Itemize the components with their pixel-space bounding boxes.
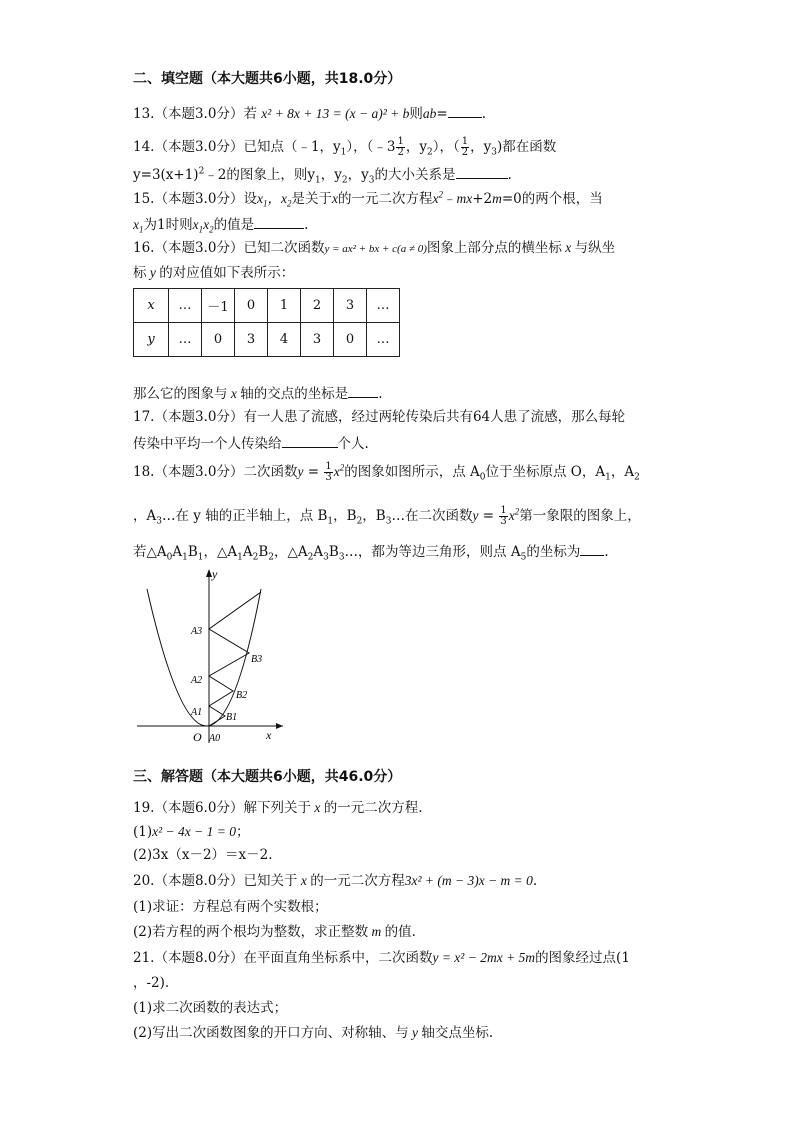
q16-text-f: 那么它的图象与 bbox=[133, 386, 228, 402]
y-axis-label: y bbox=[212, 567, 218, 581]
q16-text-d: 标 bbox=[133, 265, 147, 281]
q14-text-f: )都在函数 bbox=[496, 139, 557, 155]
q14-text-e: ，y bbox=[470, 139, 492, 155]
table-cell: 4 bbox=[268, 323, 301, 357]
label-b2: B2 bbox=[236, 690, 248, 701]
label-a3: A3 bbox=[191, 626, 203, 637]
q16-end: . bbox=[378, 386, 383, 402]
q18-text-a: 18.（本题3.0分）二次函数 bbox=[133, 464, 298, 480]
question-20-part-1: (1)求证：方程总有两个实数根； bbox=[133, 899, 328, 915]
question-13 bbox=[133, 103, 486, 123]
q15-text-f: =0的两个根，当 bbox=[501, 191, 603, 207]
q17-answer-blank bbox=[282, 433, 338, 448]
q14-answer-blank bbox=[456, 164, 508, 179]
q19-part1-end: ； bbox=[236, 824, 250, 840]
q21-text-b: 的图象经过点(1 bbox=[535, 950, 630, 966]
q14-text-i: ，y bbox=[320, 167, 342, 183]
q18-answer-blank bbox=[580, 541, 604, 556]
q13-answer-blank bbox=[448, 103, 482, 118]
q18-text-k: 若△A bbox=[133, 544, 167, 560]
q20-part2-a: (2)若方程的两个根均为整数，求正整数 bbox=[133, 924, 369, 940]
table-cell: 3 bbox=[235, 323, 268, 357]
q18-text-e: ，A bbox=[133, 508, 157, 524]
question-19-part-1 bbox=[133, 823, 250, 841]
q14-text-k: 的大小关系是 bbox=[374, 167, 456, 183]
table-cell: … bbox=[367, 323, 400, 357]
q20-end: . bbox=[532, 873, 538, 889]
table-cell: 3 bbox=[334, 289, 367, 323]
q20-part2-b: 的值. bbox=[384, 924, 416, 940]
table-row-x bbox=[134, 289, 400, 323]
q16-text-a: 16.（本题3.0分）已知二次函数 bbox=[133, 240, 325, 256]
question-21-part-1: (1)求二次函数的表达式； bbox=[133, 1000, 288, 1016]
table-cell: … bbox=[169, 289, 202, 323]
q21-part2-b: 轴交点坐标. bbox=[421, 1025, 494, 1041]
q18-text-j: 第一象限的图象上， bbox=[519, 508, 641, 524]
q13-expression: x² + 8x + 13 = (x − a)² + b bbox=[261, 106, 410, 121]
question-14-line-2: $y=3(x+1)^2﹣2$的图象上，则$y_1$，$y_2$，$y_3$的大小关系是 . bbox=[133, 164, 512, 184]
label-a2: A2 bbox=[191, 675, 203, 686]
question-15-line-2: $x_1$为1时则$x_1x_2$的值是 . bbox=[133, 214, 308, 234]
question-18-line-3: 若$\triangle A_0A_1B_1$，$\triangle A_1A_2B_2$，$\triangle A_2A_3B_3\dots$，都为等边三角形，则点 $A_5$的坐标为 . bbox=[133, 541, 609, 561]
question-17-line-2 bbox=[133, 433, 369, 453]
q14-fraction-2 bbox=[461, 137, 469, 158]
q14-text-b: ），（﹣3 bbox=[346, 139, 396, 155]
question-18-line-1: 18.（本题3.0分）二次函数y = $\frac{1}{3}$ $x^2$的图象如图所示，点 $A_0$位于坐标原点 O，$A_1$，$A_2$ bbox=[133, 461, 640, 483]
question-21-part-2: (2)写出二次函数图象的开口方向、对称轴、与 y 轴交点坐标. bbox=[133, 1025, 494, 1041]
q21-text-a: 21.（本题8.0分）在平面直角坐标系中，二次函数 bbox=[133, 950, 433, 966]
label-b3: B3 bbox=[251, 654, 263, 665]
question-18-line-2: ，$A_3\dots$在 y 轴的正半轴上，点 $B_1$，$B_2$，$B_3\dots$在二次函数y = $\frac{1}{3}$ $x^2$第一象限的图象上， bbox=[133, 505, 641, 527]
q13-ask: ab bbox=[422, 106, 437, 121]
label-a0: A0 bbox=[209, 733, 221, 744]
q17-text-a: 传染中平均一个人传染给 bbox=[133, 436, 282, 452]
q18-text-h: ，B bbox=[362, 508, 386, 524]
q16-expression: y = ax² + bx + c(a ≠ 0) bbox=[324, 243, 427, 255]
q16-text-b: 图象上部分点的横坐标 bbox=[426, 240, 562, 256]
q21-expression: y = x² − 2mx + 5m bbox=[432, 950, 536, 965]
q13-end: . bbox=[481, 106, 486, 122]
parabola-curve bbox=[147, 589, 261, 726]
q13-equals: = bbox=[436, 106, 448, 122]
q16-text-g: 轴的交点的坐标是 bbox=[240, 386, 349, 402]
question-17-line-1: 17.（本题3.0分）有一人患了流感，经过两轮传染后共有64人患了流感，那么每轮 bbox=[133, 409, 626, 425]
q18-text-b: 的图象如图所示，点 A bbox=[344, 464, 480, 480]
q18-text-o: 的坐标为 bbox=[526, 544, 581, 560]
q15-text-e: +2 bbox=[472, 191, 493, 207]
q15-text-d: ﹣ bbox=[442, 191, 457, 207]
section-title-answer: 三、解答题（本大题共6小题，共46.0分） bbox=[133, 769, 402, 785]
table-cell: 0 bbox=[235, 289, 268, 323]
table-cell: … bbox=[169, 323, 202, 357]
question-20-part-2: (2)若方程的两个根均为整数，求正整数 m 的值. bbox=[133, 924, 416, 940]
question-16-line-1: 16.（本题3.0分）已知二次函数y = ax² + bx + c(a ≠ 0)图象上部分点的横坐标 x 与纵坐 bbox=[133, 240, 616, 256]
q19-part1-expr: x² − 4x − 1 = 0 bbox=[152, 824, 236, 839]
q18-text-m: ，△A bbox=[274, 544, 308, 560]
q20-text-a: 20.（本题8.0分）已知关于 bbox=[133, 873, 298, 889]
question-19-line-1: 19.（本题6.0分）解下列关于 x 的一元二次方程. bbox=[133, 800, 423, 816]
q19-text-a: 19.（本题6.0分）解下列关于 bbox=[133, 800, 311, 816]
table-cell: 3 bbox=[301, 323, 334, 357]
q15-text-h: 的值是 bbox=[213, 217, 255, 233]
q14-frac2-num: 1 bbox=[461, 136, 469, 147]
q18-text-i: …在二次函数 bbox=[391, 508, 473, 524]
q13-then: 则 bbox=[409, 106, 423, 122]
table-cell: －1 bbox=[202, 289, 235, 323]
q14-text-a: 14.（本题3.0分）已知点（﹣1，y bbox=[133, 139, 341, 155]
q15-end: . bbox=[304, 217, 309, 233]
q20-expression: 3x² + (m − 3)x − m = 0 bbox=[404, 873, 533, 888]
q14-frac1-den: 2 bbox=[397, 147, 404, 158]
table-cell: x bbox=[134, 289, 169, 323]
q18-text-g: ，B bbox=[333, 508, 357, 524]
question-20-line-1: 20.（本题8.0分）已知关于 x 的一元二次方程3x² + (m − 3)x − m = 0. bbox=[133, 873, 538, 889]
x-axis-arrow bbox=[276, 723, 283, 729]
q18-end: . bbox=[604, 544, 609, 560]
q16-text-c: 与纵坐 bbox=[574, 240, 616, 256]
question-14-line-1: 14.（本题3.0分）已知点（﹣1，$y_1$），（﹣3 $\frac{1}{2}$ ，$y_2$），（ $\frac{1}{2}$ ，$y_3$)都在函数 bbox=[133, 136, 557, 158]
q20-text-b: 的一元二次方程 bbox=[310, 873, 405, 889]
q15-text-g: 为1时则 bbox=[143, 217, 193, 233]
section-title-fill-in: 二、填空题（本大题共6小题，共18.0分） bbox=[133, 71, 402, 87]
q13-intro: 13.（本题3.0分）若 bbox=[133, 106, 257, 122]
question-19-part-2: (2)3x（x－2）＝x－2. bbox=[133, 847, 273, 863]
q21-part2-a: (2)写出二次函数图象的开口方向、对称轴、与 bbox=[133, 1025, 409, 1041]
table-cell: y bbox=[134, 323, 169, 357]
q14-text-d: ），（ bbox=[432, 139, 460, 155]
table-cell: 2 bbox=[301, 289, 334, 323]
q18-text-c: 位于坐标原点 O，A bbox=[485, 464, 606, 480]
question-15-line-1: 15.（本题3.0分）设$x_1$，$x_2$是关于x的一元二次方程$x^2﹣mx+2m=0$的两个根，当 bbox=[133, 189, 603, 209]
q14-frac2-den: 2 bbox=[461, 147, 469, 158]
q15-text-b: 是关于 bbox=[291, 191, 332, 207]
table-row-y bbox=[134, 323, 400, 357]
label-a1: A1 bbox=[191, 707, 203, 718]
table-cell: … bbox=[367, 289, 400, 323]
q14-text-g: y=3(x+1) bbox=[133, 167, 199, 183]
q18-text-n: …，都为等边三角形，则点 A bbox=[344, 544, 521, 560]
q15-text-c: 的一元二次方程 bbox=[337, 191, 433, 207]
question-16-line-3: 那么它的图象与 x 轴的交点的坐标是 . bbox=[133, 383, 383, 403]
q18-text-l: ，△A bbox=[203, 544, 238, 560]
origin-label: O bbox=[193, 730, 202, 744]
q14-end: . bbox=[507, 167, 512, 183]
q17-text-b: 个人. bbox=[337, 436, 369, 452]
q16-value-table bbox=[133, 288, 400, 357]
question-21-line-1 bbox=[133, 949, 630, 967]
table-cell: 0 bbox=[202, 323, 235, 357]
x-axis-label: x bbox=[266, 728, 272, 742]
q16-text-e: 的对应值如下表所示： bbox=[159, 265, 295, 281]
label-b1: B1 bbox=[226, 712, 238, 723]
q15-answer-blank bbox=[254, 214, 304, 229]
q14-frac1-num: 1 bbox=[397, 136, 404, 147]
q19-part1-num: (1) bbox=[133, 824, 153, 840]
question-21-line-2: ，-2). bbox=[133, 975, 170, 991]
q16-answer-blank bbox=[348, 383, 378, 398]
q19-text-b: 的一元二次方程. bbox=[323, 800, 423, 816]
q15-text-a: 15.（本题3.0分）设 bbox=[133, 191, 257, 207]
q18-text-d: ，A bbox=[610, 464, 635, 480]
q14-text-h: ﹣2的图象上，则y bbox=[204, 167, 316, 183]
q14-text-j: ，y bbox=[347, 167, 369, 183]
q14-text-c: ，y bbox=[405, 139, 427, 155]
q14-fraction-1 bbox=[396, 137, 404, 158]
question-16-line-2: 标 y 的对应值如下表所示： bbox=[133, 265, 295, 281]
table-cell: 1 bbox=[268, 289, 301, 323]
table-cell: 0 bbox=[334, 323, 367, 357]
parabola-figure bbox=[133, 563, 293, 748]
q18-text-f: …在 y 轴的正半轴上，点 B bbox=[161, 508, 328, 524]
